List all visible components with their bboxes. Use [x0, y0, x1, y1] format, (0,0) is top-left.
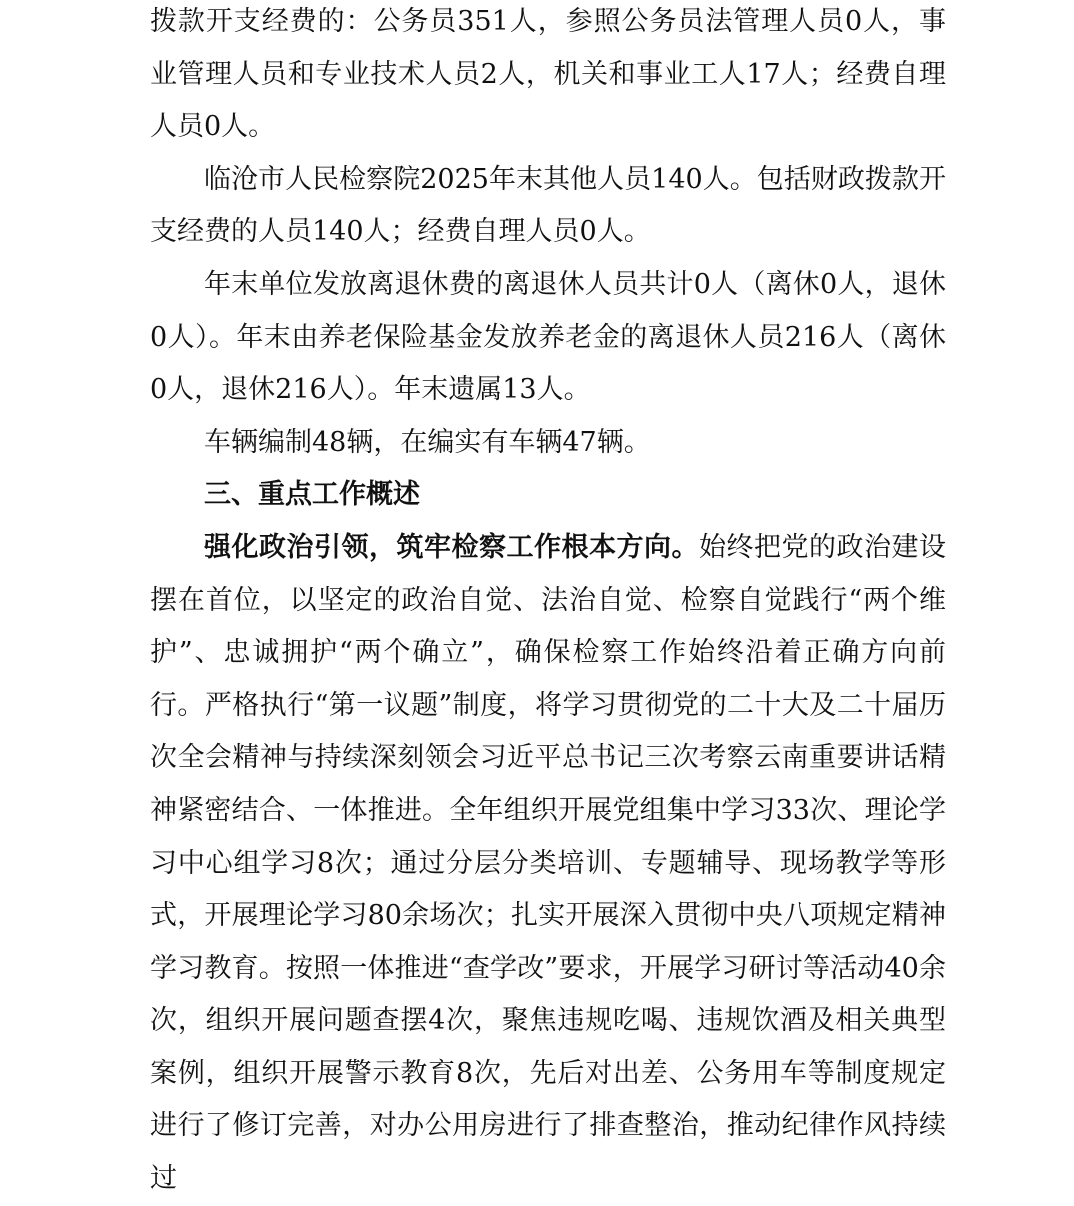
paragraph-lead-sentence: 强化政治引领，筑牢检察工作根本方向。	[204, 531, 699, 563]
vehicles-paragraph: 车辆编制48辆，在编实有车辆47辆。	[204, 426, 651, 458]
retirees-paragraph: 年末单位发放离退休费的离退休人员共计0人（离休0人，退休0人）。年末由养老保险基金发放养老金的离退休人员216人（离休0人，退休216人）。年末遗属13人。	[150, 268, 946, 406]
other-personnel-paragraph: 临沧市人民检察院2025年末其他人员140人。包括财政拨款开支经费的人员140人；经费自理人员0人。	[150, 163, 946, 248]
paragraph-body-text: 始终把党的政治建设摆在首位，以坚定的政治自觉、法治自觉、检察自觉践行“两个维护”、忠诚拥护“两个确立”，确保检察工作始终沿着正确方向前行。严格执行“第一议题”制度，将学习贯彻党的二十大及二十届历次全会精神与持续深刻领会习近平总书记三次考察云南重要讲话精神紧密结合、一体推进。全年组织开展党组集中学习33次、理论学习中心组学习8次；通过分层分类培训、专题辅导、现场教学等形式，开展理论学习80余场次；扎实开展深入贯彻中央八项规定精神学习教育。按照一体推进“查学改”要求，开展学习研讨等活动40余次，组织开展问题查摆4次，聚焦违规吃喝、违规饮酒及相关典型案例，组织开展警示教育8次，先后对出差、公务用车等制度规定进行了修订完善，对办公用房进行了排查整治，推动纪律作风持续过	[150, 531, 946, 1195]
work-overview-paragraph	[150, 522, 946, 1206]
section-heading: 三、重点工作概述	[204, 479, 420, 511]
document-page	[150, 0, 946, 1206]
staffing-paragraph: 拨款开支经费的：公务员351人，参照公务员法管理人员0人，事业管理人员和专业技术人员2人，机关和事业工人17人；经费自理人员0人。	[150, 6, 946, 143]
